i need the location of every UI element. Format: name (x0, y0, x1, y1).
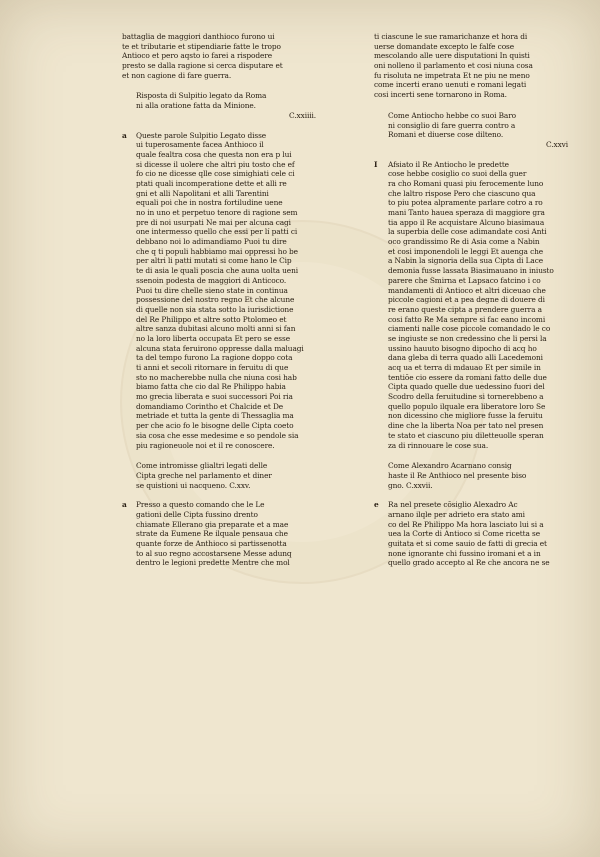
text-line: mescolando alle uere disputationi In quisti (374, 51, 530, 61)
text-line: dine che la liberta Noa per tato nel presen (388, 421, 544, 431)
text-line: Cipta greche nel parlamento et diner (136, 470, 272, 480)
text-line: gationi delle Cipta fussino drento (136, 509, 258, 519)
text-line: dentro le legioni predette Mentre che mol (136, 558, 290, 568)
text-line: no in uno et perpetuo tenore di ragione sem (136, 208, 298, 217)
text-line: quale fealtra cosa che questa non era p lui (136, 149, 292, 159)
text-line: parere che Smirna et Lapsaco fatcino i co (388, 275, 541, 285)
text-line: a Queste parole Sulpitio Legato disse (122, 130, 267, 140)
right-paragraph-2 (374, 500, 588, 568)
text-line: cosi incerti sene tornarono in Roma. (374, 90, 507, 100)
text-line: quante forze de Anthioco si partissenotta (136, 539, 287, 548)
text-line: quello populo ilquale era liberatore loro Se (388, 401, 546, 411)
text-line: uea la Corte di Antioco si Come ricetta se (388, 529, 541, 539)
text-line: presto se dalla ragione si cerca disputare et (122, 61, 283, 71)
initial-letter: a (122, 130, 127, 140)
text-line: a Nabin la signoria della sua Cipta di Lace (388, 256, 544, 266)
text-line: pre di noi usurpati Ne mai per alcuna cagi (136, 217, 291, 227)
text-line: per altri li patti mutati si come hano le Cip (136, 256, 292, 266)
text-line: guitata et si come sauio de fatti di grecia et (388, 539, 547, 548)
text-line: mo grecia liberata e suoi successori Poi ria (136, 392, 293, 402)
text-line: to piu potea alpramente parlare cotro a ro (388, 198, 543, 208)
text-line: to al suo regno accostarsene Messe adunq (136, 548, 292, 558)
text-line: re erano queste cipta a prendere guerra a (388, 304, 542, 314)
text-line: mani Tanto hauea speraza di maggiore gra (388, 208, 545, 217)
left-column (122, 32, 336, 568)
text-line: za di rinnouare le cose sua. (388, 440, 489, 450)
text-line: haste il Re Anthioco nel presente biso (388, 470, 527, 480)
text-line: ni consiglio di fare guerra contro a (388, 120, 516, 130)
text-line: ti ciascune le sue ramarichanze et hora di (374, 32, 528, 41)
left-opening-text (122, 32, 336, 80)
text-line: arnano ilqle per adrieto era stato ami (388, 509, 525, 519)
right-heading-2 (374, 461, 588, 490)
text-line: equali poi che in nostra fortiludine uene (136, 198, 283, 208)
text-line: ti anni et secoli ritornare in feruitu di que (136, 363, 289, 372)
chapter-number: C.xxiiii. (289, 110, 316, 120)
text-line: metriade et tutta la gente di Thessaglia ma (136, 411, 294, 421)
text-line: none ignorante chi fussino iromani et a in (388, 548, 541, 558)
text-line: te di asia le quali poscia che auna uolta ueni (136, 266, 299, 276)
text-line: one intermesso quello che essi per lí patti ci (136, 227, 298, 237)
right-paragraph-1 (374, 160, 588, 451)
text-line: ussino hauuto bisogno dipocho di acq ho (388, 343, 537, 353)
text-line: sto no macherebbe nulla che niuna cosi hab (136, 372, 297, 382)
initial-letter: a (122, 500, 127, 510)
text-line: ni alla oratione fatta da Minione. (136, 101, 256, 111)
text-line: tentiōe cio essere da romani fatto delle due (388, 372, 547, 382)
text-line: no la loro liberta occupata Et pero se esse (136, 333, 290, 343)
right-heading-1 (374, 111, 588, 150)
text-line: et non cagione di fare guerra. (122, 70, 232, 80)
left-heading-2 (122, 461, 336, 490)
text-line: per che acio fo le bisogne delle Cipta coeto (136, 421, 294, 431)
text-line: piu ragioneuole noi et il re conoscere. (136, 440, 275, 450)
text-line: oco grandissimo Re di Asia come a Nabin (388, 237, 540, 247)
text-line: domandiamo Corintho et Chalcide et De (136, 401, 284, 411)
text-line: uerse domandate excepto le falfe cose (374, 41, 515, 51)
text-line: et cosi imponendoli le leggi Et auenga che (388, 246, 544, 256)
text-line: acq ua et terra di mdauao Et per simile in (388, 363, 541, 372)
left-paragraph-1 (122, 131, 336, 451)
initial-letter: e (374, 500, 379, 510)
initial-letter: I (374, 159, 378, 169)
text-line: battaglia de maggiori danthioco furono ui (122, 32, 275, 41)
text-line: mandamenti di Antioco et altri diceuao che (388, 285, 546, 295)
text-line: a Presso a questo comando che le Le (122, 500, 265, 510)
text-line: sia cosa che esse medesime e so pendole sia (136, 430, 299, 440)
text-line: del Re Philippo et altre sotto Ptolomeo et (136, 314, 287, 324)
text-line: oni nolleno il parlamento et cosi niuna cosa (374, 61, 533, 71)
text-line: non dicessino che migliore fusse la feruitu (388, 411, 543, 421)
text-line: ra cho Romani quasi piu ferocemente luno (388, 178, 544, 188)
right-column (374, 32, 588, 568)
text-line: ciamenti nalle cose piccole comandado le co (388, 324, 551, 334)
text-line: debbano noi lo adimandiamo Puoi tu dire (136, 237, 287, 247)
text-line: Risposta di Sulpitio legato da Roma (136, 91, 267, 101)
text-line: te stato et ciascuno piu diletteuolle speran (388, 430, 544, 440)
text-line: di quelle non sia stata sotto la iurisdictione (136, 304, 294, 314)
right-opening-text (374, 32, 588, 100)
text-line: Romani et diuerse cose dilteno. (388, 130, 504, 140)
text-line: alcuna stata feruirono oppresse dalla maluagi (136, 343, 304, 353)
text-line: co del Re Philippo Ma hora lasciato lui si a (388, 519, 544, 529)
text-line: fo cio ne dicesse qlle cose simighiati cele ci (136, 169, 295, 179)
text-line: te et tributarie et stipendiarie fatte le tropo (122, 41, 281, 51)
text-line: ptati quali incomperatione dette et alli re (136, 178, 287, 188)
text-line: Come Antiocho hebbe co suoi Baro (388, 110, 517, 120)
text-line: piccole cagioni et a pea degne di douere di (388, 295, 545, 305)
text-line: tia appo il Re acquistare Alcuno biasimaua (388, 217, 545, 227)
left-paragraph-2 (122, 500, 336, 568)
text-line: cose hebbe cosiglio co suoi della guer (388, 169, 527, 179)
text-line: dana gleba di terra quado alli Lacedemoni (388, 353, 543, 363)
text-line: Come Alexandro Acarnano consig (388, 461, 512, 471)
text-line: fu risoluta ne impetrata Et ne piu ne meno (374, 70, 530, 80)
text-line: Antioco et pero aqsto io farei a rispodere (122, 51, 273, 61)
text-line: I Afsiato il Re Antiocho le predette (374, 159, 509, 169)
text-line: ui tuperosamente facea Anthioco il (136, 140, 264, 150)
text-line: se ingiuste se non credessino che li persi la (388, 333, 547, 343)
text-line: Puoi tu dire chelle sieno state in continua (136, 285, 288, 295)
left-heading-1 (122, 91, 336, 120)
text-line: quello grado accepto al Re che ancora ne se (388, 558, 550, 568)
text-line: demonia fusse lassata Biasimauano in iniusto (388, 266, 554, 276)
text-line: chiamate Ellerano gia preparate et a mae (136, 519, 289, 529)
text-line: che laltro rispose Pero che ciascuno qua (388, 188, 536, 198)
text-line: strate da Eumene Re ilquale pensaua che (136, 529, 288, 539)
text-line: se quistioni ui nacqueno. C.xxv. (136, 480, 251, 490)
text-line: cosi fatto Re Ma sempre si fac eano incomi (388, 314, 546, 324)
text-line: possessione del nostro regno Et che alcune (136, 295, 295, 305)
text-line: ssenoin podesta de maggiori di Anticoco. (136, 275, 287, 285)
chapter-number: C.xxvi (545, 139, 568, 149)
text-line: biamo fatta che cio dal Re Philippo habia (136, 382, 286, 392)
text-line: gno. C.xxvii. (388, 480, 433, 490)
text-line: altre sanza dubitasi alcuno molti anni si fan (136, 324, 296, 334)
text-line: che q ti populi habbiamo mai oppressi ho be (136, 246, 298, 256)
text-line: la superbia delle cose adimandate cosi Anti (388, 227, 547, 237)
text-line: Come intromisse glialtri legati delle (136, 461, 268, 471)
text-line: gni et alli Napolitani et alli Tarentini (136, 188, 269, 198)
text-line: e Ra nel presete cōsiglio Alexadro Ac (374, 500, 518, 510)
text-line: si dicesse il uolere che altri piu tosto che ef (136, 159, 295, 169)
text-line: Cipta quado quelle due uedessino fuori del (388, 382, 545, 392)
text-line: ta del tempo furono La ragione doppo cota (136, 353, 293, 363)
text-line: come incerti erano uenuti e romani legati (374, 80, 527, 90)
text-line: Scodro della feruitudine si tornerebbeno a (388, 392, 544, 402)
